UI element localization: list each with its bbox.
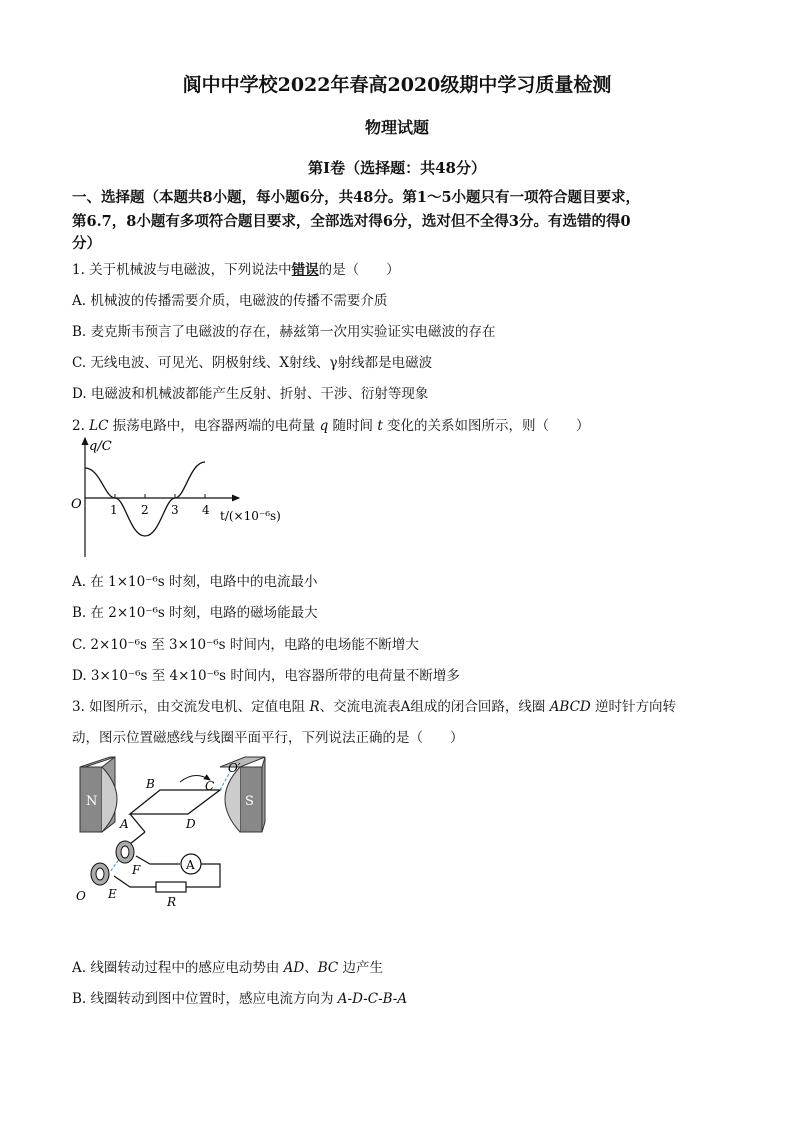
q2-stem-number: 2. bbox=[72, 418, 90, 434]
label-C: C bbox=[205, 779, 215, 793]
q3-option-b bbox=[72, 987, 407, 1007]
q2-stem-d: 变化的关系如图所示，则（ ） bbox=[382, 418, 590, 434]
n-label: N bbox=[86, 794, 98, 809]
q1-option-b: B. 麦克斯韦预言了电磁波的存在，赫兹第一次用实验证实电磁波的存在 bbox=[72, 324, 496, 340]
question-1-stem bbox=[72, 258, 400, 278]
subject-title: 物理试题 bbox=[364, 118, 429, 137]
section-instructions-line2: 第6.7，8小题有多项符合题目要求，全部选对得6分，选对但不全得3分。有选错的得0 bbox=[72, 213, 631, 230]
q3-ABCD: ABCD bbox=[549, 699, 591, 715]
label-D: D bbox=[186, 817, 196, 831]
q1-stem-post: 的是（ ） bbox=[318, 262, 400, 278]
q2-tick-3: 3 bbox=[171, 503, 179, 517]
q2-tick-4: 4 bbox=[202, 503, 210, 517]
label-E: E bbox=[108, 887, 117, 901]
q2-charge-curve bbox=[85, 462, 205, 536]
q2-lc: LC bbox=[89, 418, 109, 434]
section-instructions-line1: 一、选择题（本题共8小题，每小题6分，共48分。第1～5小题只有一项符合题目要求， bbox=[72, 189, 641, 206]
q2-option-a: A. 在 1×10⁻⁶s 时刻，电路中的电流最小 bbox=[72, 574, 318, 590]
q2-stem-c: 随时间 bbox=[328, 418, 378, 434]
q1-stem-key: 错误 bbox=[291, 262, 319, 278]
q2-y-label: q/C bbox=[89, 439, 112, 454]
q2-origin: O bbox=[71, 497, 82, 512]
s-label: S bbox=[245, 794, 254, 809]
q2-stem-b: 振荡电路中，电容器两端的电荷量 bbox=[108, 418, 320, 434]
q1-option-d: D. 电磁波和机械波都能产生反射、折射、干涉、衍射等现象 bbox=[72, 386, 429, 402]
q3-stem-a: 3. 如图所示，由交流发电机、定值电阻 bbox=[72, 699, 310, 715]
coil-abcd bbox=[130, 790, 220, 814]
label-A: A bbox=[120, 817, 129, 831]
exam-title: 阆中中学校2022年春高2020级期中学习质量检测 bbox=[182, 74, 612, 96]
q1-option-c: C. 无线电波、可见光、阴极射线、X射线、γ射线都是电磁波 bbox=[72, 355, 433, 371]
q2-graph bbox=[65, 432, 295, 562]
label-O-prime: O′ bbox=[228, 761, 241, 775]
q3-stem-b: 、交流电流表A组成的闭合回路，线圈 bbox=[319, 699, 550, 715]
label-F: F bbox=[132, 863, 141, 877]
q3-opt-a-AD: AD bbox=[283, 960, 305, 976]
question-3-stem-line2: 动，图示位置磁感线与线圈平面平行，下列说法正确的是（ ） bbox=[72, 730, 464, 746]
question-2-stem bbox=[72, 414, 590, 434]
q3-option-a bbox=[72, 956, 383, 976]
q3-opt-b-text: B. 线圈转动到图中位置时，感应电流方向为 bbox=[72, 991, 338, 1007]
q2-tick-2: 2 bbox=[141, 503, 149, 517]
question-3-stem-line1 bbox=[72, 695, 676, 715]
q3-generator-figure bbox=[70, 752, 280, 912]
q1-stem-pre: 1. 关于机械波与电磁波，下列说法中 bbox=[72, 262, 292, 278]
label-R: R bbox=[167, 895, 177, 909]
label-B: B bbox=[146, 777, 155, 791]
q3-opt-a-text: A. 线圈转动过程中的感应电动势由 bbox=[72, 960, 284, 976]
q3-opt-a-end: 边产生 bbox=[338, 960, 384, 976]
q1-option-a: A. 机械波的传播需要介质，电磁波的传播不需要介质 bbox=[72, 293, 388, 309]
q3-opt-b-path: A-D-C-B-A bbox=[337, 991, 408, 1007]
q2-q: q bbox=[319, 418, 329, 434]
section-instructions-line3: 分） bbox=[72, 235, 101, 252]
resistor bbox=[156, 882, 186, 892]
q2-option-d: D. 3×10⁻⁶s 至 4×10⁻⁶s 时间内，电容器所带的电荷量不断增多 bbox=[72, 668, 460, 684]
part-title: 第Ⅰ卷（选择题：共48分） bbox=[308, 159, 486, 177]
q3-stem-c: 逆时针方向转 bbox=[590, 699, 677, 715]
q2-option-c: C. 2×10⁻⁶s 至 3×10⁻⁶s 时间内，电路的电场能不断增大 bbox=[72, 637, 419, 653]
q2-x-label: t/(×10⁻⁶s) bbox=[220, 509, 281, 523]
q3-R: R bbox=[309, 699, 320, 715]
q3-opt-a-BC: BC bbox=[317, 960, 339, 976]
q3-opt-a-sep: 、 bbox=[304, 960, 318, 976]
ammeter-label: A bbox=[186, 858, 195, 872]
q2-t: t bbox=[377, 418, 383, 434]
q2-option-b: B. 在 2×10⁻⁶s 时刻，电路的磁场能最大 bbox=[72, 605, 318, 621]
label-O: O bbox=[76, 889, 86, 903]
q2-tick-1: 1 bbox=[110, 503, 118, 517]
